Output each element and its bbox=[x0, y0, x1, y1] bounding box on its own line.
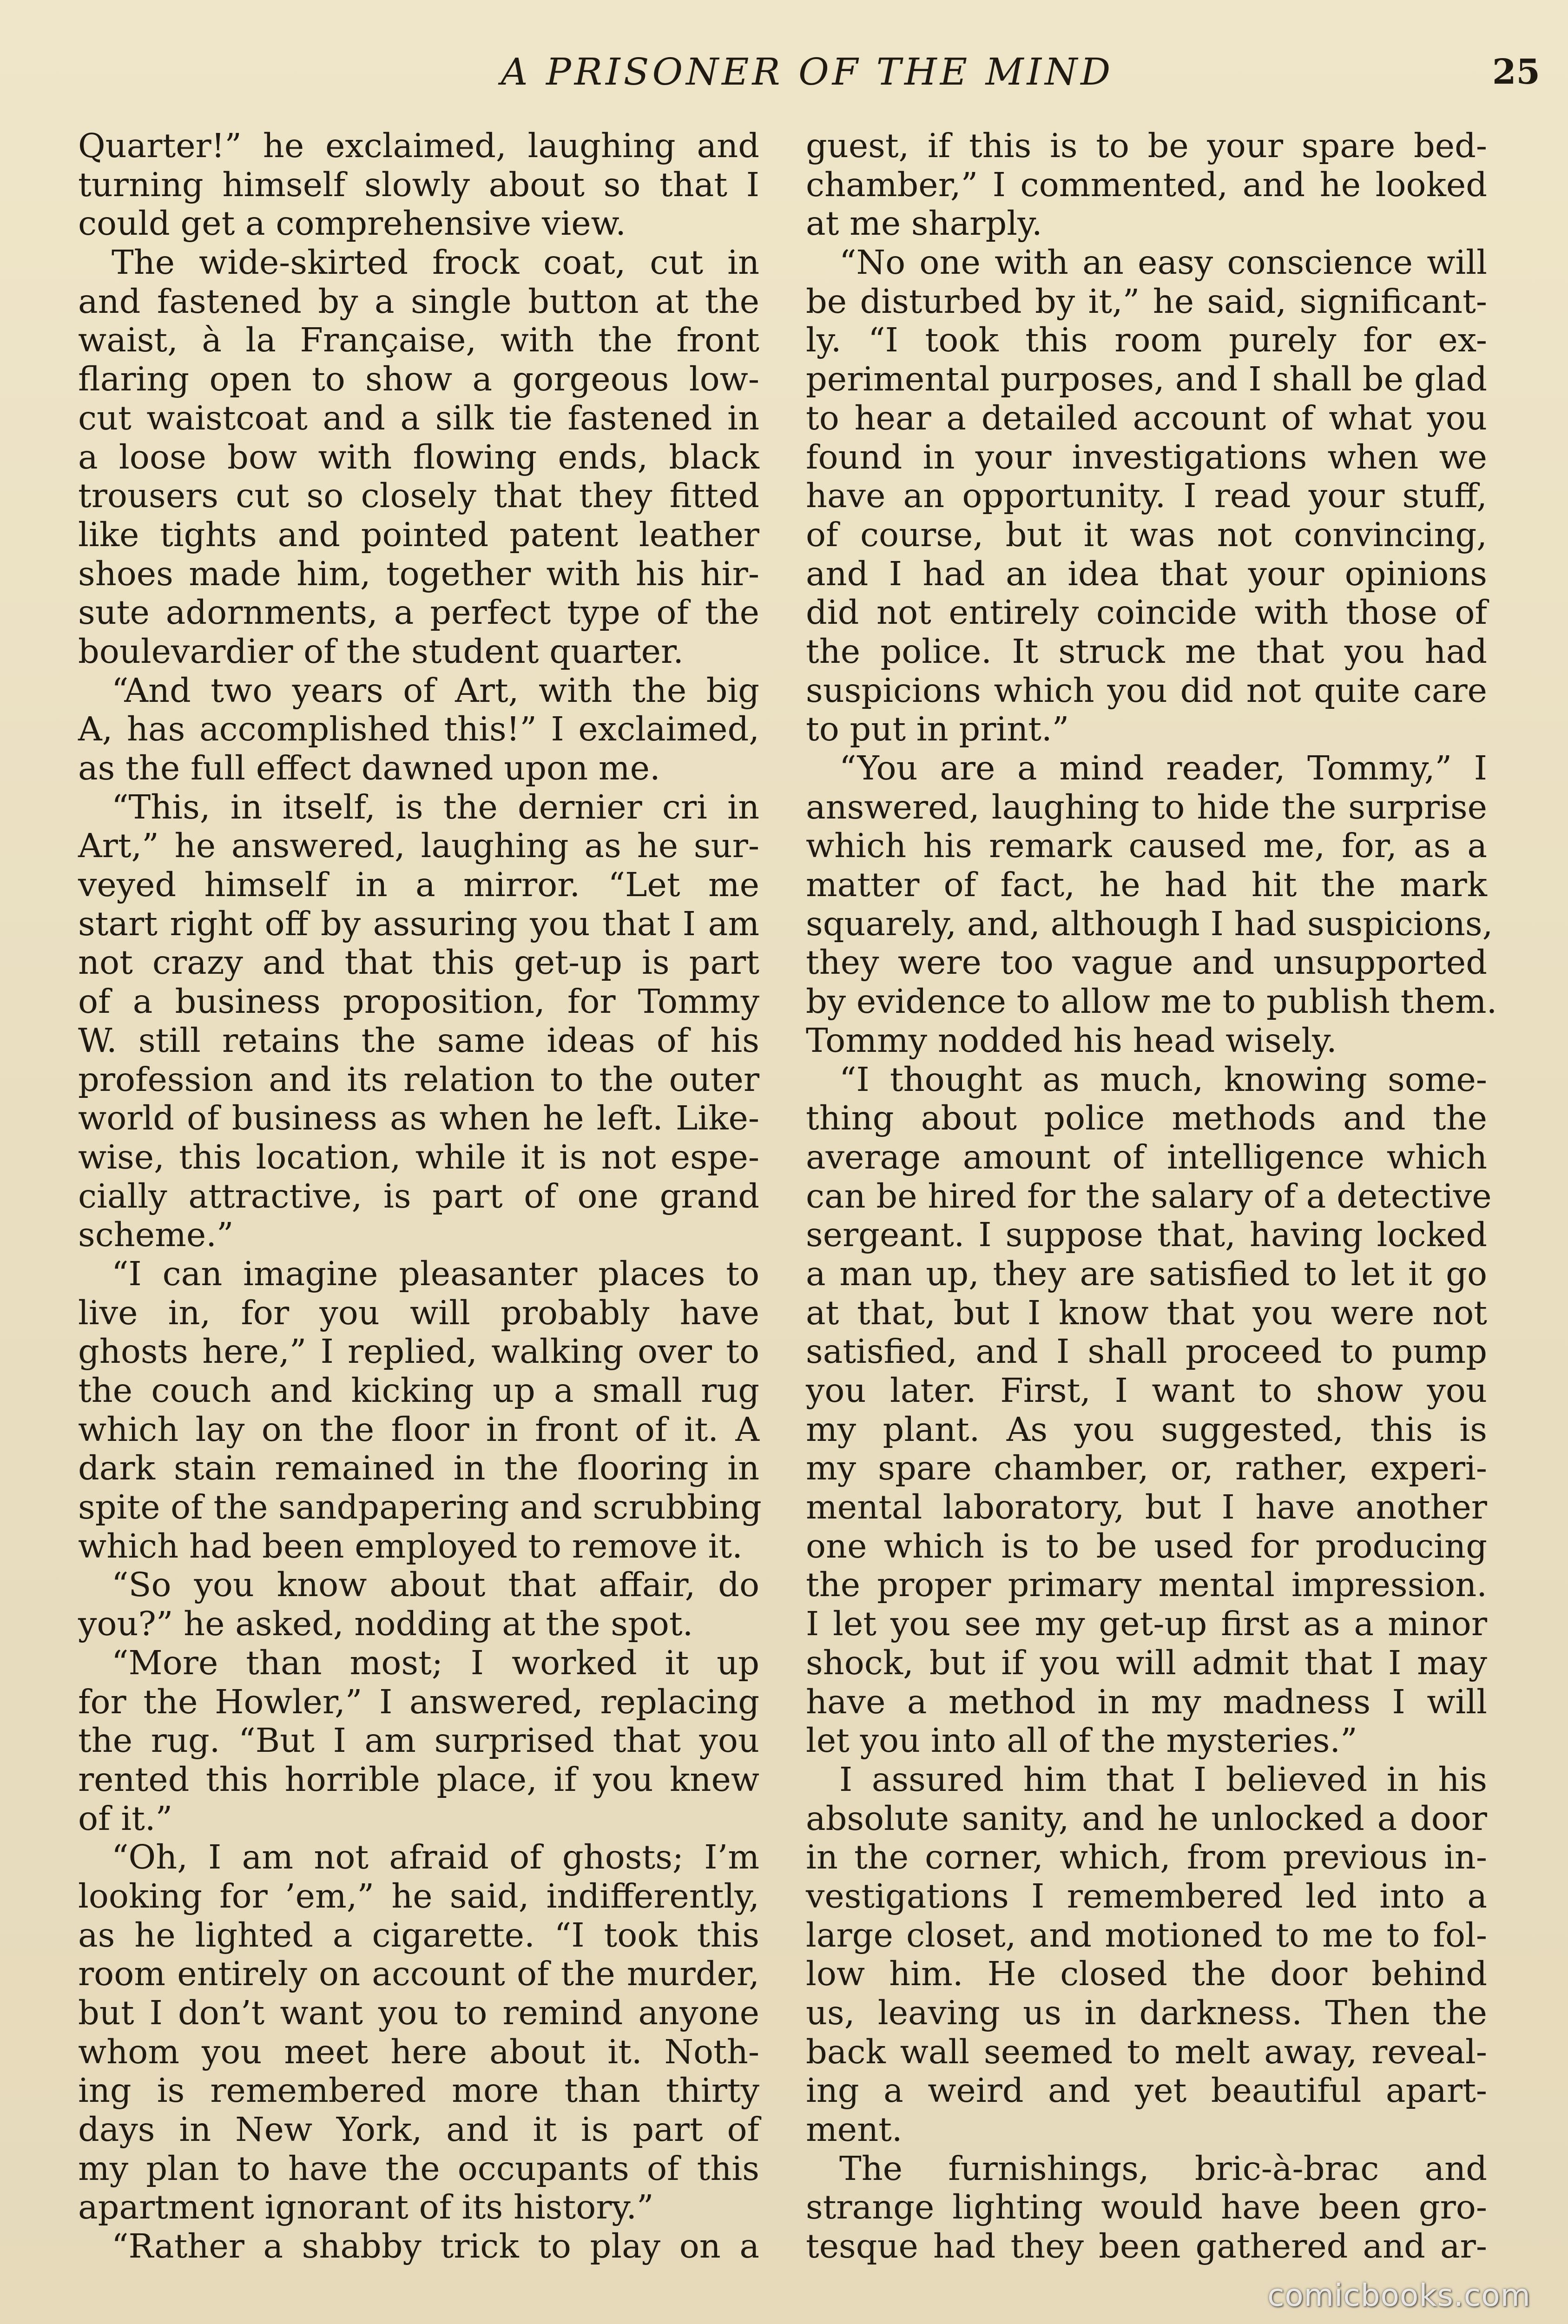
text-line: which had been employed to remove it. bbox=[78, 1526, 743, 1565]
text-line: shock, but if you will admit that I may bbox=[806, 1643, 1487, 1682]
text-line: I assured him that I believed in his bbox=[839, 1760, 1487, 1799]
text-line: sergeant. I suppose that, having locked bbox=[806, 1215, 1487, 1254]
text-line: The wide-skirted frock coat, cut in bbox=[112, 243, 759, 282]
text-line: looking for ’em,” he said, indifferently, bbox=[78, 1876, 759, 1915]
text-line: I let you see my get-up first as a minor bbox=[806, 1604, 1487, 1644]
text-line: at that, but I know that you were not bbox=[806, 1293, 1487, 1332]
text-line: they were too vague and unsupported bbox=[806, 943, 1487, 982]
text-line: “I thought as much, knowing some- bbox=[839, 1060, 1487, 1099]
text-line: a loose bow with flowing ends, black bbox=[78, 437, 759, 476]
text-line: can be hired for the salary of a detective bbox=[806, 1176, 1492, 1215]
text-line: thing about police methods and the bbox=[806, 1099, 1487, 1138]
text-line: guest, if this is to be your spare bed- bbox=[806, 126, 1487, 165]
text-line: as the full effect dawned upon me. bbox=[78, 749, 660, 787]
text-line: of a business proposition, for Tommy bbox=[78, 982, 759, 1021]
text-line: apartment ignorant of its history.” bbox=[78, 2188, 654, 2227]
text-line: The furnishings, bric-à-brac and bbox=[839, 2149, 1487, 2188]
text-line: cut waistcoat and a silk tie fastened in bbox=[78, 398, 759, 437]
text-line: the police. It struck me that you had bbox=[806, 632, 1487, 671]
text-line: satisfied, and I shall proceed to pump bbox=[806, 1332, 1487, 1371]
right-text-column bbox=[806, 126, 1497, 2266]
text-line: profession and its relation to the outer bbox=[78, 1060, 759, 1099]
text-line: whom you meet here about it. Noth- bbox=[78, 2032, 759, 2071]
text-line: have a method in my madness I will bbox=[806, 1682, 1487, 1721]
text-line: chamber,” I commented, and he looked bbox=[806, 165, 1487, 204]
text-line: Art,” he answered, laughing as he sur- bbox=[78, 826, 759, 865]
text-line: squarely, and, although I had suspicions, bbox=[806, 904, 1493, 943]
text-line: ing is remembered more than thirty bbox=[78, 2071, 759, 2110]
text-line: us, leaving us in darkness. Then the bbox=[806, 1994, 1487, 2032]
text-line: “I can imagine pleasanter places to bbox=[112, 1254, 759, 1293]
text-line: and fastened by a single button at the bbox=[78, 282, 759, 321]
watermark: comicbooks.com bbox=[1267, 2278, 1531, 2313]
text-line: the rug. “But I am surprised that you bbox=[78, 1721, 759, 1760]
text-line: “And two years of Art, with the big bbox=[112, 671, 759, 710]
text-line: trousers cut so closely that they fitted bbox=[78, 476, 759, 515]
text-line: “You are a mind reader, Tommy,” I bbox=[839, 749, 1487, 787]
text-line: ly. “I took this room purely for ex- bbox=[806, 321, 1487, 360]
text-line: tesque had they been gathered and ar- bbox=[806, 2227, 1487, 2266]
text-line: ment. bbox=[806, 2110, 903, 2149]
text-line: sute adornments, a perfect type of the bbox=[78, 593, 759, 632]
text-line: back wall seemed to melt away, reveal- bbox=[806, 2032, 1487, 2071]
text-line: ghosts here,” I replied, walking over to bbox=[78, 1332, 759, 1371]
text-line: veyed himself in a mirror. “Let me bbox=[78, 865, 759, 905]
text-line: which his remark caused me, for, as a bbox=[806, 826, 1487, 865]
text-line: answered, laughing to hide the surprise bbox=[806, 787, 1487, 826]
text-line: vestigations I remembered led into a bbox=[806, 1876, 1487, 1915]
text-line: which lay on the floor in front of it. A bbox=[78, 1410, 759, 1449]
text-line: my spare chamber, or, rather, experi- bbox=[806, 1449, 1487, 1488]
text-line: Quarter!” he exclaimed, laughing and bbox=[78, 126, 759, 165]
text-line: average amount of intelligence which bbox=[806, 1137, 1487, 1176]
text-line: by evidence to allow me to publish them. bbox=[806, 982, 1497, 1021]
text-line: of it.” bbox=[78, 1799, 173, 1838]
left-text-column bbox=[78, 126, 762, 2266]
text-line: at me sharply. bbox=[806, 204, 1042, 243]
page-number: 25 bbox=[1492, 52, 1540, 92]
text-line: matter of fact, he had hit the mark bbox=[806, 865, 1487, 905]
text-line: the proper primary mental impression. bbox=[806, 1565, 1487, 1604]
text-line: ing a weird and yet beautiful apart- bbox=[806, 2071, 1487, 2110]
text-line: large closet, and motioned to me to fol- bbox=[806, 1915, 1487, 1954]
text-line: mental laboratory, but I have another bbox=[806, 1488, 1487, 1527]
text-line: scheme.” bbox=[78, 1215, 234, 1254]
text-line: live in, for you will probably have bbox=[78, 1293, 759, 1332]
text-line: like tights and pointed patent leather bbox=[78, 515, 759, 554]
text-line: boulevardier of the student quarter. bbox=[78, 632, 684, 671]
text-line: and I had an idea that your opinions bbox=[806, 554, 1487, 593]
text-line: turning himself slowly about so that I bbox=[78, 165, 759, 204]
text-line: wise, this location, while it is not espe- bbox=[78, 1137, 759, 1176]
text-line: as he lighted a cigarette. “I took this bbox=[78, 1915, 759, 1954]
text-line: could get a comprehensive view. bbox=[78, 204, 626, 243]
text-line: A, has accomplished this!” I exclaimed, bbox=[78, 710, 759, 749]
running-title: A PRISONER OF THE MIND bbox=[501, 50, 1114, 93]
text-line: you later. First, I want to show you bbox=[806, 1371, 1487, 1410]
text-line: “More than most; I worked it up bbox=[112, 1643, 759, 1682]
text-line: but I don’t want you to remind anyone bbox=[78, 1994, 759, 2032]
text-line: flaring open to show a gorgeous low- bbox=[78, 360, 759, 399]
text-line: cially attractive, is part of one grand bbox=[78, 1176, 759, 1215]
text-line: my plan to have the occupants of this bbox=[78, 2149, 759, 2188]
text-line: did not entirely coincide with those of bbox=[806, 593, 1487, 632]
text-line: rented this horrible place, if you knew bbox=[78, 1760, 759, 1799]
text-line: low him. He closed the door behind bbox=[806, 1954, 1487, 1994]
text-line: one which is to be used for producing bbox=[806, 1526, 1487, 1565]
text-line: in the corner, which, from previous in- bbox=[806, 1838, 1487, 1877]
text-line: world of business as when he left. Like- bbox=[78, 1099, 759, 1138]
text-line: strange lighting would have been gro- bbox=[806, 2188, 1487, 2227]
text-line: start right off by assuring you that I am bbox=[78, 904, 759, 943]
text-line: you?” he asked, nodding at the spot. bbox=[78, 1604, 693, 1644]
text-line: to hear a detailed account of what you bbox=[806, 398, 1487, 437]
text-line: “This, in itself, is the dernier cri in bbox=[112, 787, 759, 826]
text-line: “Rather a shabby trick to play on a bbox=[112, 2227, 759, 2266]
text-line: a man up, they are satisfied to let it go bbox=[806, 1254, 1487, 1293]
text-line: for the Howler,” I answered, replacing bbox=[78, 1682, 759, 1721]
text-line: “No one with an easy conscience will bbox=[839, 243, 1487, 282]
text-line: absolute sanity, and he unlocked a door bbox=[806, 1799, 1487, 1838]
text-line: Tommy nodded his head wisely. bbox=[806, 1021, 1337, 1060]
text-line: “Oh, I am not afraid of ghosts; I’m bbox=[112, 1838, 759, 1877]
text-line: spite of the sandpapering and scrubbing bbox=[78, 1488, 762, 1527]
text-line: found in your investigations when we bbox=[806, 437, 1487, 476]
text-line: to put in print.” bbox=[806, 710, 1069, 749]
text-line: the couch and kicking up a small rug bbox=[78, 1371, 759, 1410]
text-line: days in New York, and it is part of bbox=[78, 2110, 759, 2149]
text-line: waist, à la Française, with the front bbox=[78, 321, 759, 360]
text-line: be disturbed by it,” he said, significant- bbox=[806, 282, 1487, 321]
text-line: dark stain remained in the flooring in bbox=[78, 1449, 759, 1488]
text-line: shoes made him, together with his hir- bbox=[78, 554, 759, 593]
text-line: of course, but it was not convincing, bbox=[806, 515, 1487, 554]
text-line: W. still retains the same ideas of his bbox=[78, 1021, 759, 1060]
text-line: room entirely on account of the murder, bbox=[78, 1954, 759, 1994]
text-line: my plant. As you suggested, this is bbox=[806, 1410, 1487, 1449]
text-line: “So you know about that affair, do bbox=[112, 1565, 759, 1604]
text-line: perimental purposes, and I shall be glad bbox=[806, 360, 1487, 399]
text-line: have an opportunity. I read your stuff, bbox=[806, 476, 1487, 515]
text-line: not crazy and that this get-up is part bbox=[78, 943, 759, 982]
text-line: suspicions which you did not quite care bbox=[806, 671, 1487, 710]
text-line: let you into all of the mysteries.” bbox=[806, 1721, 1357, 1760]
page-header bbox=[74, 46, 1540, 102]
